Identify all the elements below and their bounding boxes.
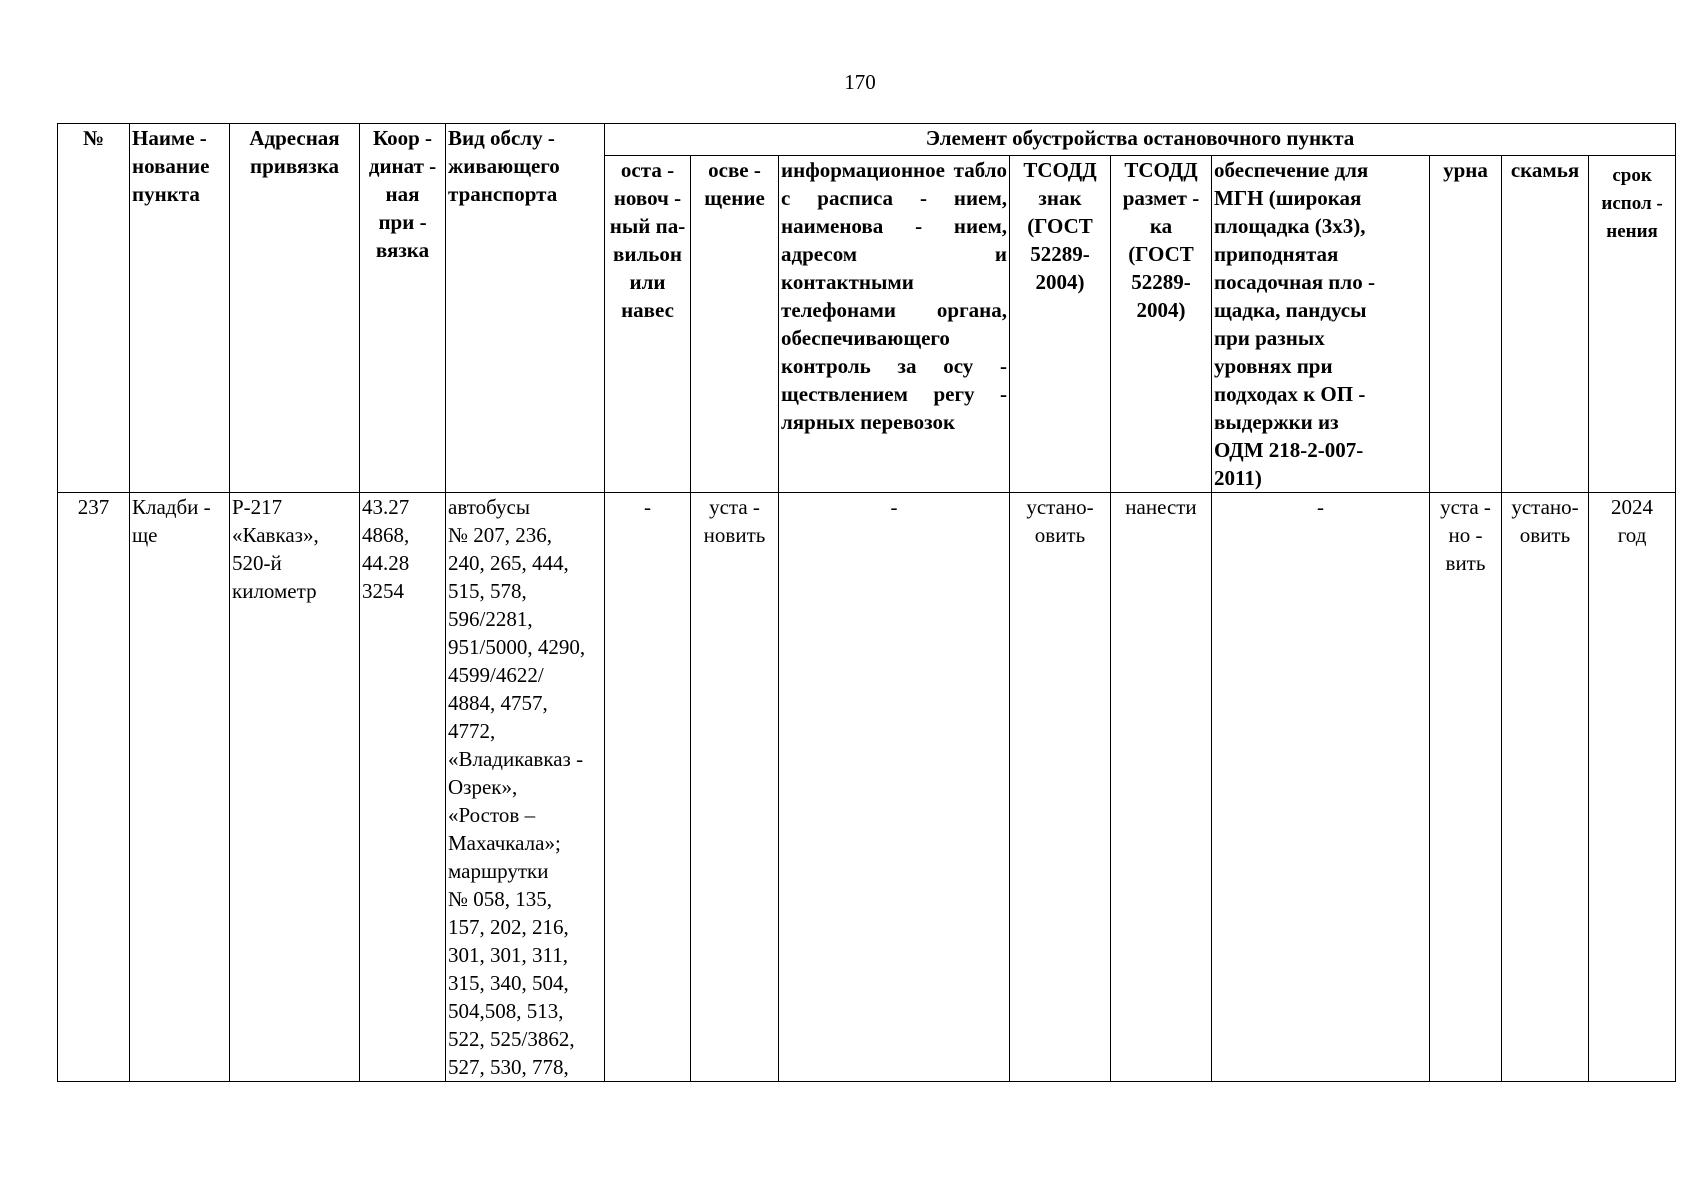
header-bench: скамья <box>1502 156 1589 493</box>
cell-deadline: 2024 год <box>1589 493 1676 1082</box>
cell-num: 237 <box>58 493 130 1082</box>
header-info-board: информационное табло с расписа - нием, наименова - нием, адресом и контактными телефонами органа, обеспечивающего контроль за осу - ществлением регу - лярных перевозок <box>779 156 1010 493</box>
cell-bench: устано- овить <box>1502 493 1589 1082</box>
header-num: № <box>58 124 130 493</box>
cell-tsodd-marking: нанести <box>1111 493 1212 1082</box>
cell-urn: уста - но - вить <box>1430 493 1502 1082</box>
cell-address: Р-217 «Кавказ», 520-й километр <box>230 493 360 1082</box>
header-tsodd-marking: ТСОДД размет - ка (ГОСТ 52289- 2004) <box>1111 156 1212 493</box>
header-tsodd-sign: ТСОДД знак (ГОСТ 52289- 2004) <box>1010 156 1111 493</box>
cell-mgn: - <box>1212 493 1430 1082</box>
header-group: Элемент обустройства остановочного пункта <box>605 124 1676 156</box>
cell-transport: автобусы № 207, 236, 240, 265, 444, 515, 578, 596/2281, 951/5000, 4290, 4599/4622/ 4884, 4757, 4772, «Владикавказ - Озрек», «Ростов – Махачкала»; маршрутки № 058, 135, 157, 202, 216, 301, 301, 311, 315, 340, 504, 504,508, 513, 522, 525/3862, 527, 530, 778, <box>446 493 605 1082</box>
cell-info-board: - <box>779 493 1010 1082</box>
page-number: 170 <box>844 70 876 94</box>
header-urn: урна <box>1430 156 1502 493</box>
cell-tsodd-sign: устано- овить <box>1010 493 1111 1082</box>
cell-coords: 43.27 4868, 44.28 3254 <box>360 493 446 1082</box>
header-lighting: осве - щение <box>691 156 779 493</box>
cell-lighting: уста - новить <box>691 493 779 1082</box>
header-name: Наиме - нование пункта <box>130 124 230 493</box>
header-address: Адресная привязка <box>230 124 360 493</box>
bus-stops-table <box>57 123 1676 1082</box>
header-deadline: срок испол - нения <box>1589 156 1676 493</box>
header-coords: Коор - динат - ная при - вязка <box>360 124 446 493</box>
header-row-main <box>58 124 1676 156</box>
header-pavilion: оста - новоч - ный па- вильон или навес <box>605 156 691 493</box>
cell-pavilion: - <box>605 493 691 1082</box>
table-row <box>58 493 1676 1082</box>
cell-name: Кладби - ще <box>130 493 230 1082</box>
header-transport: Вид обслу - живающего транспорта <box>446 124 605 493</box>
header-mgn: обеспечение для МГН (широкая площадка (3х3), приподнятая посадочная пло - щадка, пандусы при разных уровнях при подходах к ОП - выдержки из ОДМ 218-2-007- 2011) <box>1212 156 1430 493</box>
